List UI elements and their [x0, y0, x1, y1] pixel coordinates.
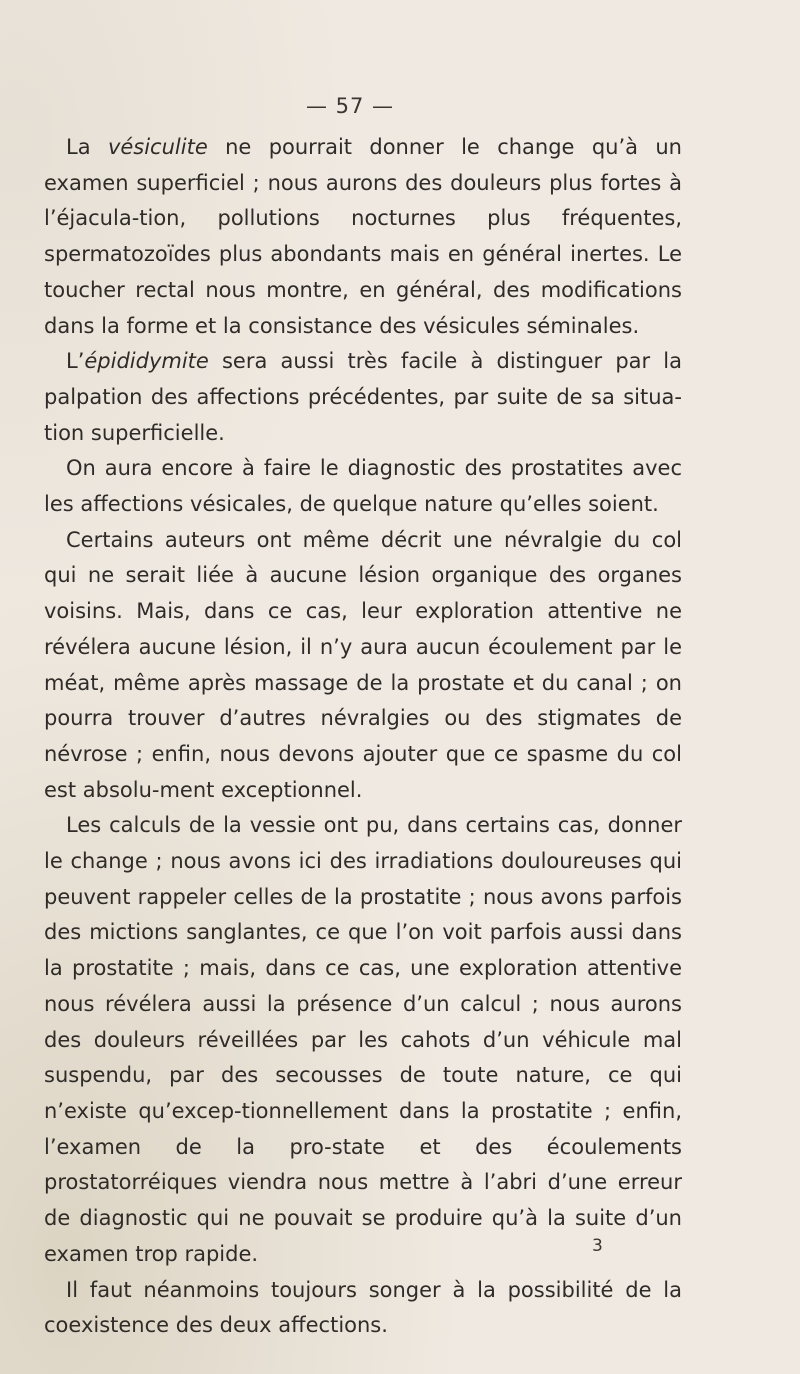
paragraph-prostatites: On aura encore à faire le diagnostic des prostatites avec les affections vésicales, de quelque nature qu’elles soient. — [44, 456, 682, 517]
paragraph-lead: La — [66, 135, 108, 159]
paragraph-coexistence: Il faut néanmoins toujours songer à la possibilité de la coexistence des deux affections. — [44, 1277, 682, 1338]
paragraph-epididymite — [44, 344, 682, 451]
paragraph-rest: ne pourrait donner le change qu’à un examen superficiel ; nous aurons des douleurs plus fortes à l’éjacula-tion, pollutions nocturnes plus fréquentes, spermatozoïdes plus abondants mais en général inertes. Le toucher rectal nous montre, en général, des modifications dans la forme et la consistance des vésicules séminales. — [44, 135, 682, 338]
paragraph-vesiculite — [44, 130, 682, 344]
term-vesiculite: vésiculite — [107, 135, 208, 159]
term-epididymite: épididymite — [84, 349, 209, 374]
signature-mark: 3 — [592, 1236, 603, 1256]
body-text — [44, 130, 682, 1344]
paragraph-calculs: Les calculs de la vessie ont pu, dans certains cas, donner le change ; nous avons ici des irradiations douloureuses qui peuvent rappeler celles de la prostatite ; nous avons parfois des mictions sanglantes, ce que l’on voit parfois aussi dans la prostatite ; mais, dans ce cas, une exploration attentive nous révélera aussi la présence d’un calcul ; nous aurons des douleurs réveillées par les cahots d’un véhicule mal suspendu, par des secousses de toute nature, ce qui n’existe qu’excep-tionnellement dans la prostatite ; enfin, l’examen de la pro-state et des écoulements prostatorréiques viendra nous mettre à l’abri d’une erreur de diagnostic qui ne pouvait se produire qu’à la suite d’un examen trop rapide. — [44, 813, 682, 1266]
paragraph-nevralgie: Certains auteurs ont même décrit une névralgie du col qui ne serait liée à aucune lésion organique des organes voisins. Mais, dans ce cas, leur exploration attentive ne révélera aucune lésion, il n’y aura aucun écoulement par le méat, même après massage de la prostate et du canal ; on pourra trouver d’autres névralgies ou des stigmates de névrose ; enfin, nous devons ajouter que ce spasme du col est absolu-ment exceptionnel. — [44, 527, 682, 802]
page-number: — 57 — — [305, 94, 395, 118]
paragraph-rest: sera aussi très facile à distinguer par la palpation des affections précédentes, par suite de sa situa-tion superficielle. — [44, 349, 682, 445]
paragraph-lead: L’ — [66, 349, 85, 374]
